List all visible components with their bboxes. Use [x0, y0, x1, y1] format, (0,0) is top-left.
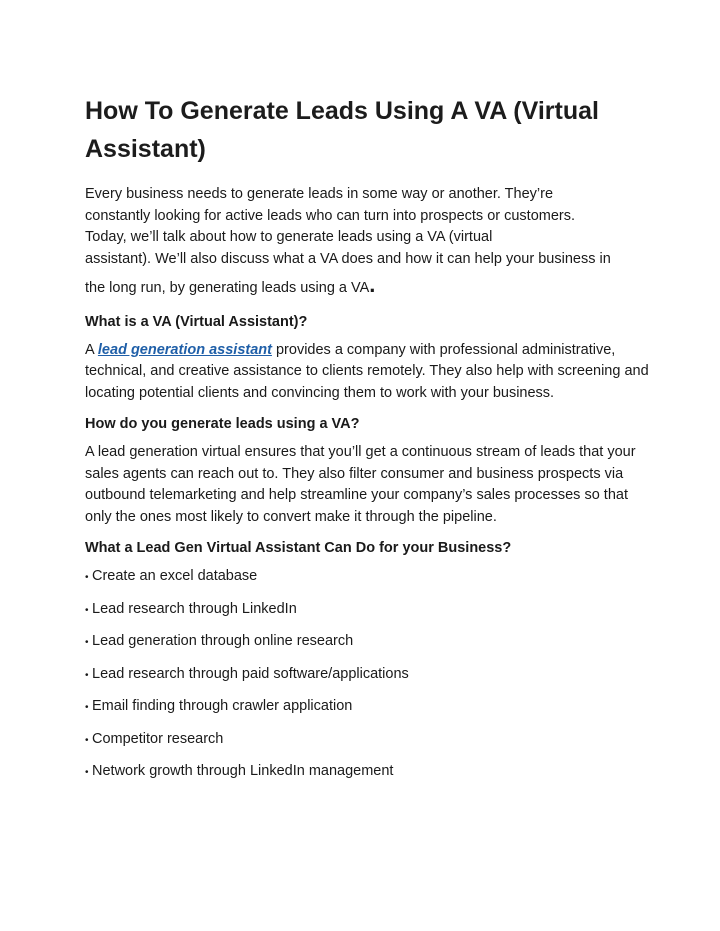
bullet-icon: • [85, 604, 89, 616]
list-item-text: Create an excel database [92, 568, 258, 584]
section-paragraph-what-is-va [85, 340, 655, 405]
lead-generation-assistant-link[interactable]: lead generation assistant [97, 341, 272, 358]
bullet-icon: • [85, 572, 89, 583]
bullet-icon: • [85, 734, 89, 746]
intro-line: the long run, by generating leads using a VA [85, 280, 370, 296]
list-item [85, 566, 655, 588]
bullet-icon: • [85, 637, 89, 648]
document-body [85, 92, 655, 794]
list-item [85, 664, 655, 686]
intro-line: constantly looking for active leads who can turn into prospects or customers. [85, 207, 576, 224]
section-heading-what-is-va: What is a VA (Virtual Assistant)? [85, 313, 308, 330]
list-item [85, 729, 655, 751]
intro-line: Today, we’ll talk about how to generate leads using a VA (virtual [85, 229, 493, 245]
bullet-icon: • [85, 767, 89, 778]
intro-line: assistant). We’ll also discuss what a VA does and how it can help your business in [85, 250, 611, 267]
list-item [85, 631, 655, 653]
list-item [85, 599, 655, 621]
list-item-text: Competitor research [92, 730, 224, 747]
list-item [85, 696, 655, 718]
paragraph-text: provides a company with professional administrative, technical, and creative assistance to clients remotely. They also help with screening and locating potential clients and convincing them to work with your business. [85, 341, 649, 401]
services-list [85, 566, 655, 783]
list-item-text: Lead generation through online research [92, 633, 354, 649]
list-item [85, 761, 655, 783]
section-heading-generate-leads: How do you generate leads using a VA? [85, 416, 360, 432]
section-heading-lead-gen-va: What a Lead Gen Virtual Assistant Can Do for your Business? [85, 540, 512, 556]
bullet-icon: • [85, 669, 89, 681]
list-item-text: Lead research through paid software/applications [92, 665, 409, 682]
list-item-text: Lead research through LinkedIn [92, 600, 297, 617]
intro-line: Every business needs to generate leads in some way or another. They’re [85, 186, 554, 202]
intro-paragraph [85, 184, 655, 300]
list-item-text: Email finding through crawler application [92, 698, 353, 714]
list-item-text: Network growth through LinkedIn management [92, 763, 394, 779]
bullet-icon: • [85, 702, 89, 713]
page-title: How To Generate Leads Using A VA (Virtual Assistant) [85, 97, 599, 163]
paragraph-text: A [85, 341, 98, 358]
intro-end-mark: . [369, 272, 376, 297]
section-paragraph-generate-leads: A lead generation virtual ensures that you’ll get a continuous stream of leads that your sales agents can reach out to. They also filter consumer and business prospects via outbound telemarketing and help streamline your company’s sales processes so that only the ones most likely to convert make it through the pipeline. [85, 444, 636, 525]
